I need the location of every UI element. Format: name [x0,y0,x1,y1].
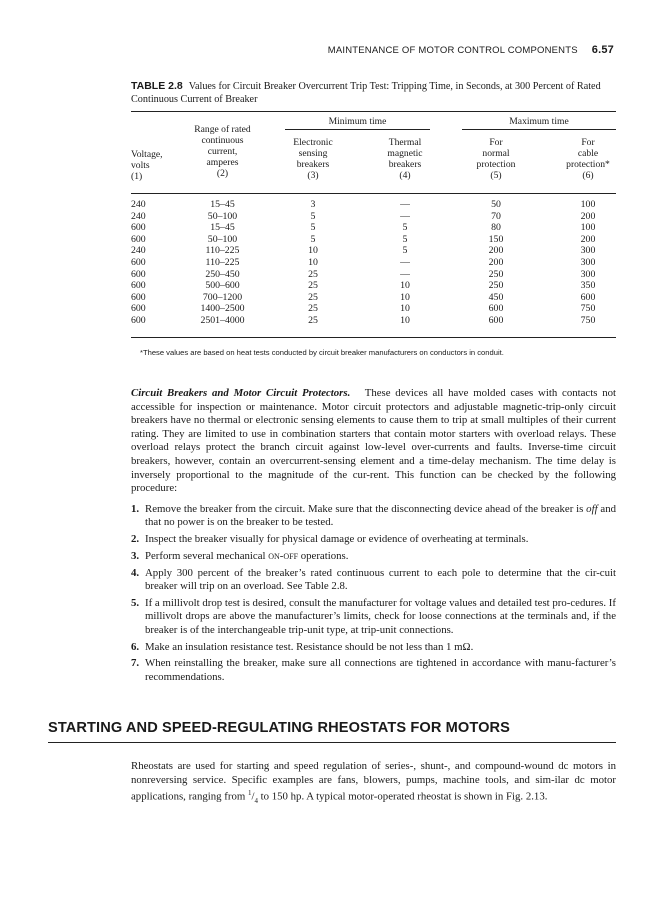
table-top-rule [131,111,616,112]
table-cell: 110–225 [205,245,240,257]
col2-line: amperes [206,157,239,168]
table-cell: 200 [488,257,504,268]
col3-line: breakers [296,159,330,170]
table-cell: 100 [580,199,596,210]
max-time-header: Maximum time [509,116,569,127]
procedure-step [131,550,616,563]
table-cell: 3 [310,199,316,210]
table-cell: 25 [308,315,318,326]
table-cell: 5 [402,233,408,245]
table-cell: 25 [308,291,318,303]
procedure-step [131,657,616,684]
table-cell: 700–1200 [202,291,243,303]
step-text: Apply 300 percent of the breaker’s rated continuous current to each pole to determine that the cir-cuit breaker will trip on an overload. See Table 2.8. [145,566,616,593]
step-number: 2. [131,533,140,546]
table-cell: 600 [131,291,146,303]
page-number: 6.57 [591,44,614,56]
table-cell: 250–450 [205,268,240,280]
fraction-numerator: 1 [247,789,252,798]
table-cell: 600 [131,257,146,268]
min-group-rule [285,129,430,130]
min-time-header: Minimum time [328,116,387,127]
table-cell: 110–225 [205,257,240,268]
step-text: When reinstalling the breaker, make sure all connections are tightened in accordance with manu-facturer’s recommendations. [145,657,616,683]
col6-header [556,137,620,181]
table-cell: 300 [580,245,596,257]
table-cell: 300 [580,257,596,268]
col6-line: protection* [566,159,610,170]
step-small-caps: on-off [268,550,299,562]
col1-line: volts [131,160,150,171]
table-cell: 50–100 [207,210,238,222]
section-paragraph: Rheostats are used for starting and speed regulation of series-, shunt-, and compound-wound dc motors in nonreversing service. Specific examples are fans, blowers, pumps, machine tools, and sim-ilar dc motor applications, ranging from $^1/_4$ to 150 hp. A typical motor-operated rheostat is shown in Fig. 2.13. [131,760,616,805]
col5-line: normal [482,148,510,159]
step-text: If a millivolt drop test is desired, consult the manufacturer for voltage values and detailed test pro-cedures. If millivolt drops are above the manufacturer’s limits, check for loose connections at the terminals and, if the breaker is of the interchangeable trip-unit type, at trip-unit connections. [145,597,616,636]
col1-header [131,149,163,182]
fraction-denominator: 4 [254,796,258,805]
table-cell: 600 [131,303,146,315]
procedure-step [131,533,616,546]
procedure-step [131,567,616,594]
table-cell: 500–600 [205,280,240,292]
table-cell: 200 [488,245,504,257]
col4-num: (4) [399,170,411,181]
table-cell: 600 [131,315,146,326]
table-cell: 600 [488,303,504,315]
col5-num: (5) [490,170,502,181]
col3-line: Electronic [293,137,333,148]
table-cell: 240 [131,245,146,257]
col2-line: current, [207,146,238,157]
table-caption-text: Values for Circuit Breaker Overcurrent Trip Test: Tripping Time, in Seconds, at 300 Percent of Rated Continuous Current of Breaker [131,81,601,105]
table-footnote: *These values are based on heat tests conducted by circuit breaker manufacturers on conductors in conduit. [140,348,504,357]
table-cell: 10 [308,245,318,257]
table-cell: 100 [580,222,596,234]
step-number: 5. [131,597,140,609]
table-cell: 600 [131,280,146,292]
section-heading: STARTING AND SPEED-REGULATING RHEOSTATS FOR MOTORS [48,720,510,736]
step-number: 7. [131,657,140,670]
table-cell: 2501–4000 [200,315,245,326]
col4-header [370,137,440,181]
table-cell: 15–45 [210,222,235,234]
table-cell: 5 [310,233,316,245]
table-cell: 5 [402,222,408,234]
table-cell: 70 [491,210,501,222]
table-caption [131,80,616,106]
procedure-list [131,503,616,688]
table-cell: — [400,268,410,280]
table-cell: 10 [400,303,410,315]
table-cell: 600 [580,291,596,303]
col6-num: (6) [582,170,594,181]
table-cell: 200 [580,210,596,222]
running-head-title: MAINTENANCE OF MOTOR CONTROL COMPONENTS [327,45,578,56]
table-cell: 750 [580,315,596,326]
table-cell: 300 [580,268,596,280]
table-cell: 240 [131,210,146,222]
table-cell: 1400–2500 [200,303,245,315]
col3-line: sensing [298,148,328,159]
step-number: 1. [131,503,140,515]
col6-line: For [581,137,595,148]
section-rule [48,742,616,743]
paragraph-runin-heading: Circuit Breakers and Motor Circuit Protectors. [131,387,351,399]
step-text-continued: operations. [300,550,349,562]
section-text-continued: to 150 hp. A typical motor-operated rheostat is shown in Fig. 2.13. [260,790,548,803]
table-cell: 750 [580,303,596,315]
col4-line: magnetic [387,148,423,159]
body-paragraph [131,387,616,496]
table-cell: 5 [310,222,316,234]
step-text: Make an insulation resistance test. Resistance should be not less than 1 mΩ. [145,640,474,653]
table-cell: 10 [400,291,410,303]
col3-num: (3) [307,170,319,181]
table-cell: — [400,199,410,210]
col1-num: (1) [131,171,143,182]
table-cell: 5 [402,245,408,257]
table-cell: 10 [400,280,410,292]
table-cell: 450 [488,291,504,303]
table-cell: 5 [310,210,316,222]
procedure-step [131,503,616,530]
running-head [0,44,614,56]
step-text: Remove the breaker from the circuit. Make sure that the disconnecting device ahead of the breaker is [145,503,584,515]
table-cell: 600 [131,268,146,280]
step-number: 6. [131,640,140,653]
table-cell: 240 [131,199,146,210]
col2-line: Range of rated [194,124,251,135]
table-cell: 25 [308,280,318,292]
step-text-continued: and that no power is on the breaker to be tested. [145,503,617,529]
section-text: Rheostats are used for starting and speed regulation of series-, shunt-, and compound-wound dc motors in nonreversing service. Specific examples are fans, blowers, pumps, machine tools, and sim-ilar dc motor applications, ranging from [131,760,616,803]
col2-line: continuous [201,135,244,146]
step-number: 4. [131,566,140,579]
table-cell: — [400,210,410,222]
table-cell: 50 [491,199,501,210]
table-cell: — [400,257,410,268]
step-emphasis: off [586,503,598,515]
procedure-step [131,597,616,637]
step-text: Perform several mechanical [145,550,266,562]
max-group-rule [462,129,616,130]
table-bottom-rule [131,337,616,338]
table-cell: 15–45 [210,199,235,210]
step-number: 3. [131,550,140,562]
table-cell: 600 [131,222,146,234]
table-cell: 50–100 [207,233,238,245]
table-cell: 600 [131,233,146,245]
table-cell: 200 [580,233,596,245]
paragraph-text: These devices all have molded cases with contacts not accessible for inspection or maintenance. Motor circuit protectors and adjustable magnetic-trip-only circuit breakers have no thermal or electronic sensing elements to cause them to trip at small multiples of their current rating. They are limited to use in combination starters that contain motor starters with overload relays. These overload relays protect the branch circuit against low-level over-currents and faults. Inverse-time circuit breakers, however, contain an overcurrent-sensing element and a time-delay mechanism. The time delay is inversely proportional to the magnitude of the cur-rent. This function can be checked by the following procedure: [131,387,617,495]
table-cell: 250 [488,280,504,292]
table-cell: 150 [488,233,504,245]
table-cell: 10 [400,315,410,326]
table-cell: 600 [488,315,504,326]
table-cell: 80 [491,222,501,234]
table-cell: 250 [488,268,504,280]
col4-line: breakers [388,159,422,170]
table-label: TABLE 2.8 [131,80,183,92]
col4-line: Thermal [388,137,422,148]
col3-header [283,137,343,181]
col6-line: cable [577,148,599,159]
table-header-rule [131,193,616,194]
procedure-step [131,641,616,654]
table-cell: 10 [308,257,318,268]
table-cell: 25 [308,303,318,315]
col1-line: Voltage, [131,149,163,160]
table-cell: 350 [580,280,596,292]
col2-num: (2) [216,168,229,179]
table-cell: 25 [308,268,318,280]
col5-header [464,137,528,181]
col5-line: For [489,137,503,148]
col5-line: protection [476,159,516,170]
col2-header [175,124,270,179]
step-text: Inspect the breaker visually for physical damage or evidence of overheating at terminals. [145,533,529,546]
